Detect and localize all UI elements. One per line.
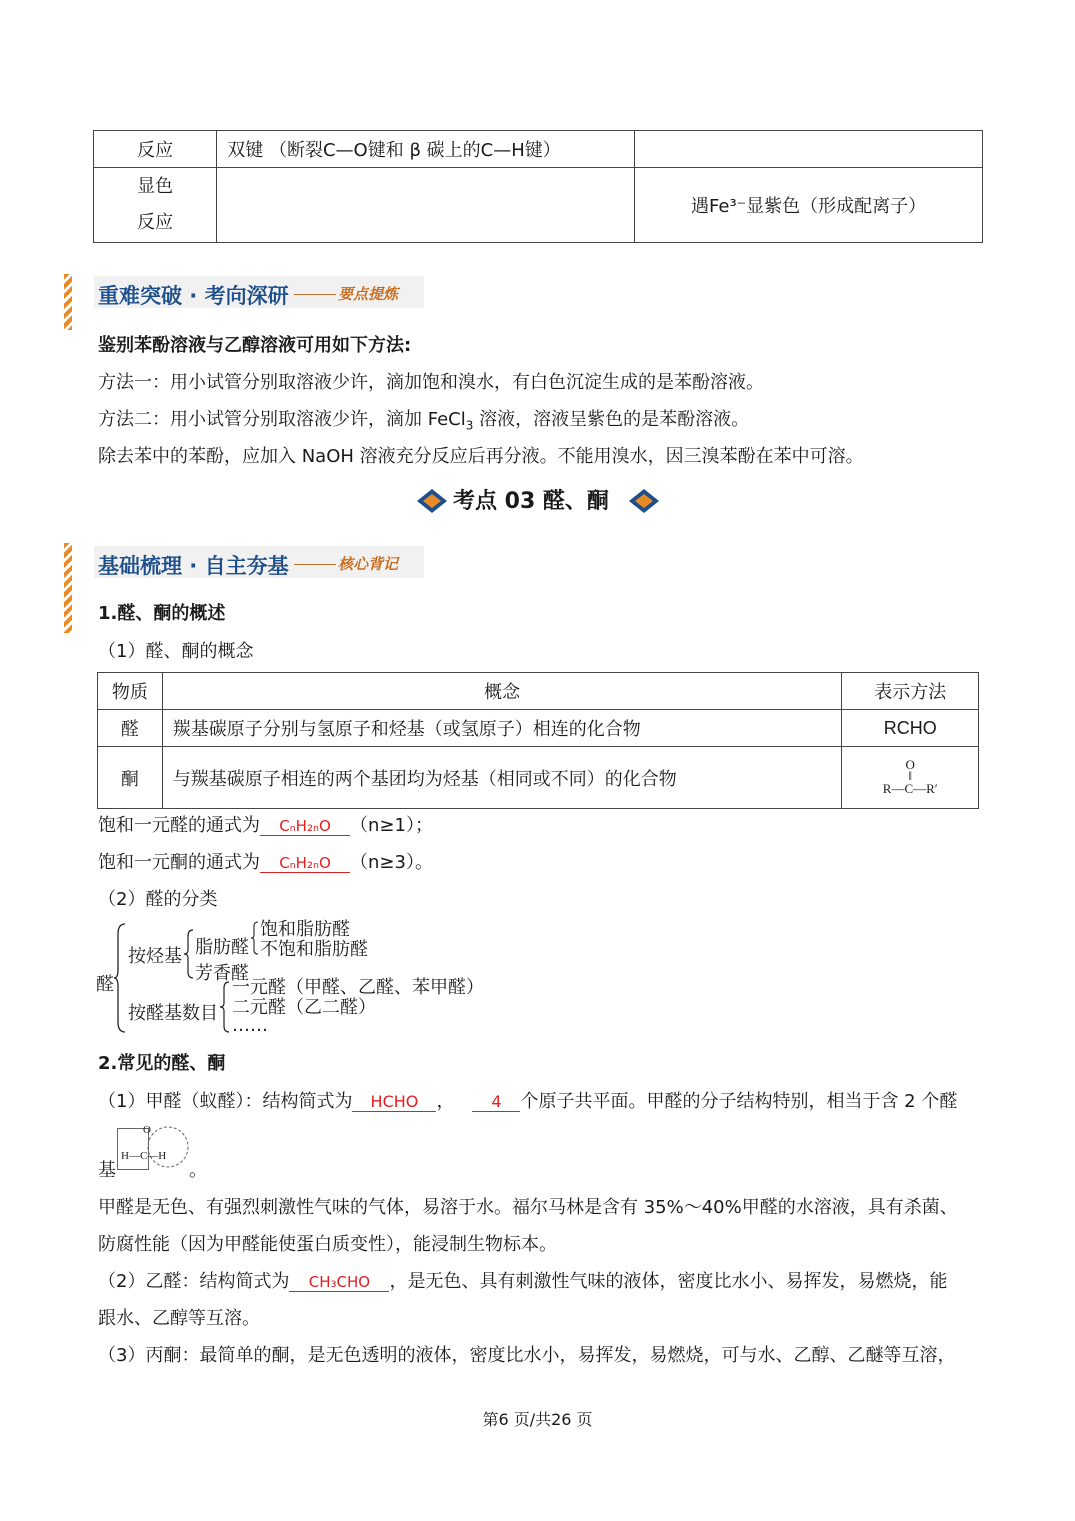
classification-tree: 醛 按烃基 脂肪醛 饱和脂肪醛 不饱和脂肪醛 芳香醛 按醛基数目 一元醛（甲醛、乙醛、苯甲醛） 二元醛（乙二醛） ……	[96, 919, 484, 1036]
tips-method1: 方法一：用小试管分别取溶液少许，滴加饱和溴水，有白色沉淀生成的是苯酚溶液。	[98, 372, 764, 393]
tips-removal: 除去苯中的苯酚，应加入 NaOH 溶液充分反应后再分液。不能用溴水，因三溴苯酚在苯中可溶。	[98, 446, 864, 467]
concept-subheading: （1）醛、酮的概念	[98, 641, 254, 662]
formaldehyde-line: （1）甲醛（蚁醛）：结构简式为 HCHO ， 4 个原子共平面。甲醛的分子结构特别，相当于含 2 个醛	[98, 1091, 958, 1112]
concept-heading: 1.醛、酮的概述	[98, 603, 226, 624]
table-header: 概念	[162, 673, 842, 710]
section-accent-bar	[64, 274, 72, 330]
table-cell-label: 反应	[94, 131, 217, 168]
common-heading: 2.常见的醛、酮	[98, 1053, 226, 1074]
kaodian-title: 考点 03 醛、酮	[415, 484, 665, 518]
brace-icon	[184, 928, 194, 980]
section-subtitle: 核心背记	[338, 555, 399, 573]
brace-icon	[114, 922, 126, 1034]
formaldehyde-period: 。	[189, 1160, 207, 1181]
section-title: 重难突破 · 考向深研	[98, 284, 289, 308]
section-accent-bar	[64, 543, 72, 633]
section-title: 基础梳理 · 自主夯基	[98, 554, 289, 578]
formaldehyde-structure: O H—C—H	[117, 1122, 189, 1174]
table-header: 物质	[98, 673, 163, 710]
table-cell-content: 双键 （断裂C—O键和 β 碳上的C—H键）	[217, 131, 635, 168]
table-cell-content: 遇Fe³⁻显紫色（形成配离子）	[635, 168, 983, 243]
brace-icon	[251, 920, 259, 956]
aldehyde-formula: 饱和一元醛的通式为 CₙH₂ₙO （n≥1）；	[98, 815, 433, 836]
classification-heading: （2）醛的分类	[98, 889, 218, 910]
tips-method2: 方法二：用小试管分别取溶液少许，滴加 FeCl$_3$ 溶液，溶液呈紫色的是苯酚溶液。	[98, 409, 750, 433]
table-cell: 酮	[98, 747, 163, 809]
formaldehyde-desc1: 甲醛是无色、有强烈刺激性气味的气体，易溶于水。福尔马林是含有 35%～40%甲醛的水溶液，具有杀菌、	[98, 1197, 958, 1218]
ketone-formula: 饱和一元酮的通式为 CₙH₂ₙO （n≥3）。	[98, 852, 433, 873]
table-cell: RCHO	[842, 710, 979, 747]
table-cell: O ‖ R—C—R′	[842, 747, 979, 809]
section-divider	[294, 564, 336, 565]
section-divider	[294, 294, 336, 295]
acetaldehyde-line: （2）乙醛：结构简式为 CH₃CHO ，是无色、具有刺激性气味的液体，密度比水小、易挥发，易燃烧，能	[98, 1271, 948, 1292]
table-header: 表示方法	[842, 673, 979, 710]
acetone-line: （3）丙酮：最简单的酮，是无色透明的液体，密度比水小，易挥发，易燃烧，可与水、乙醇、乙醚等互溶，	[98, 1345, 956, 1366]
table-cell: 与羰基碳原子相连的两个基团均为烃基（相同或不同）的化合物	[162, 747, 842, 809]
diamond-left-icon	[415, 486, 449, 516]
table-cell-content	[217, 168, 635, 243]
reaction-table	[93, 130, 983, 243]
concept-table	[97, 672, 979, 809]
brace-icon	[220, 980, 230, 1034]
dashed-circle-icon	[147, 1122, 189, 1172]
page-number: 第6 页/共26 页	[482, 1410, 593, 1429]
table-cell-content	[635, 131, 983, 168]
formaldehyde-desc2: 防腐性能（因为甲醛能使蛋白质变性），能浸制生物标本。	[98, 1234, 557, 1255]
section-subtitle: 要点提炼	[338, 285, 399, 303]
formaldehyde-line2: 基	[98, 1160, 116, 1181]
diamond-right-icon	[627, 486, 661, 516]
table-cell: 羰基碳原子分别与氢原子和烃基（或氢原子）相连的化合物	[162, 710, 842, 747]
tips-heading: 鉴别苯酚溶液与乙醇溶液可用如下方法:	[98, 335, 412, 356]
table-cell: 醛	[98, 710, 163, 747]
table-cell-label: 显色 反应	[94, 168, 217, 243]
acetaldehyde-line2: 跟水、乙醇等互溶。	[98, 1308, 260, 1329]
